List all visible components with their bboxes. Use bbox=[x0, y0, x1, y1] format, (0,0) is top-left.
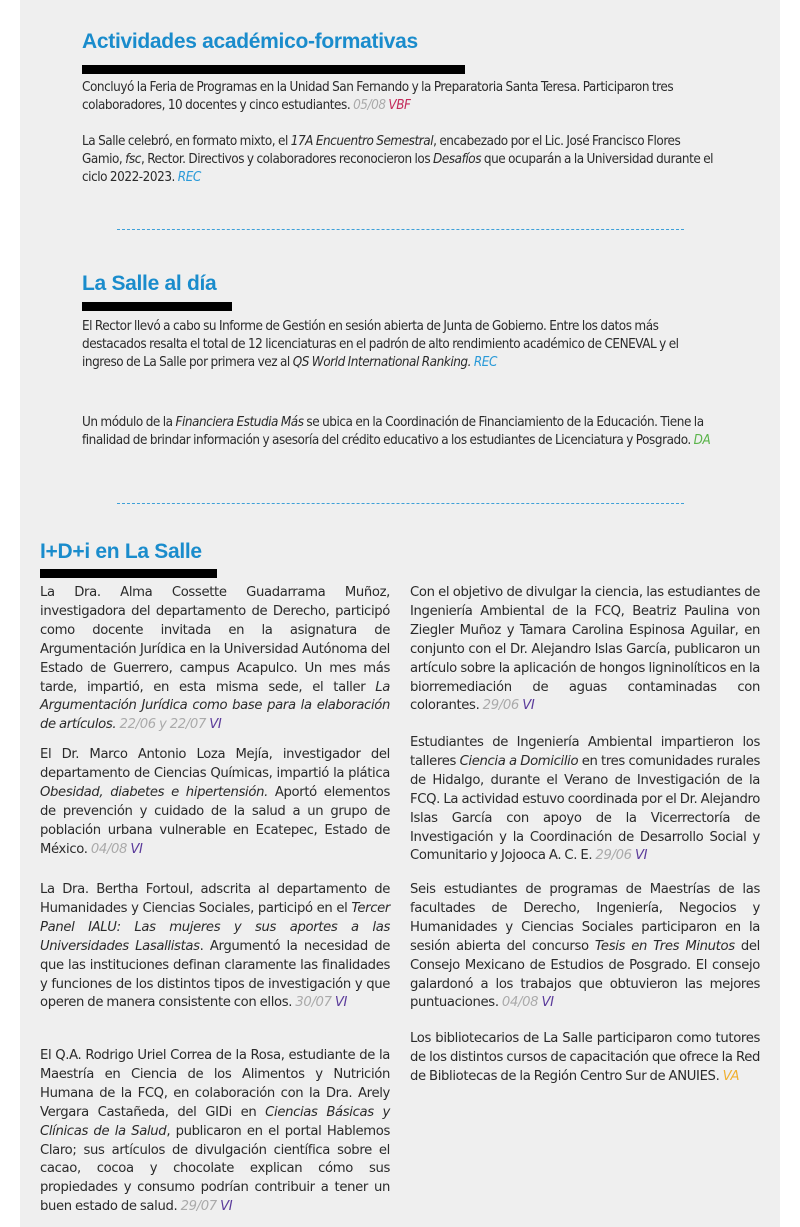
author-tag: VI bbox=[634, 848, 648, 864]
news-emphasis: Obesidad, diabetes e hipertensión. bbox=[40, 784, 268, 800]
news-item bbox=[410, 734, 760, 866]
author-tag: REC bbox=[473, 355, 497, 371]
news-emphasis: La Argumentación Jurídica como base para la elaboración de artículos. bbox=[40, 679, 390, 733]
news-text: . Argumentó la necesidad de que las instituciones definan claramente las finalidades y funciones de los distintos tipos de investigación y que operen de manera consistente con ellos. bbox=[40, 938, 390, 1011]
news-date: 29/06 bbox=[595, 848, 632, 864]
news-item bbox=[40, 746, 390, 859]
news-text: Un módulo de la bbox=[82, 415, 176, 430]
news-item bbox=[410, 584, 760, 716]
author-tag: REC bbox=[177, 170, 201, 186]
news-text: Los bibliotecarios de La Salle participaron como tutores de los distintos cursos de capacitación que ofrece la Red de Bibliotecas de la Región Centro Sur de ANUIES. bbox=[410, 1031, 760, 1084]
news-emphasis: Desafíos bbox=[433, 152, 482, 168]
news-date: 29/06 bbox=[482, 698, 519, 714]
author-tag: VI bbox=[522, 698, 535, 714]
news-item bbox=[410, 881, 760, 1013]
news-text: Con el objetivo de divulgar la ciencia, las estudiantes de Ingeniería Ambiental de la FCQ, Beatriz Paulina von Ziegler Muñoz y Tamara Carolina Espinosa Aguilar, en conjunto con el Dr. Alejandro Islas García, publicaron un artículo sobre la aplicación de hongos ligninolíticos en la biorremediación de aguas contaminadas con colorantes. bbox=[410, 585, 760, 714]
news-text: El Q.A. Rodrigo Uriel Correa de la Rosa, estudiante de la Maestría en Ciencia de los Alimentos y Nutrición Humana de la FCQ, en colaboración con la Dra. Arely Vergara Castañeda, del GIDi en bbox=[40, 1048, 390, 1120]
section-title-research: I+D+i en La Salle bbox=[40, 540, 202, 563]
author-tag: VI bbox=[209, 717, 222, 733]
news-emphasis: 17A Encuentro Semestral bbox=[290, 134, 434, 149]
news-item bbox=[82, 414, 722, 450]
news-text: en tres comunidades rurales de Hidalgo, durante el Verano de Investigación de la FCQ. La actividad estuvo coordinada por el Dr. Alejandro Islas García con apoyo de la Vicerrectoría de Investigación y la Coordinación de Desarrollo Social y Comunitario y Jojooca A. C. E. bbox=[410, 753, 760, 864]
news-text: La Dra. Bertha Fortoul, adscrita al departamento de Humanidades y Ciencias Sociales, participó en el bbox=[40, 882, 390, 916]
news-item bbox=[82, 133, 722, 188]
news-emphasis: Tesis en Tres Minutos bbox=[594, 938, 735, 954]
news-emphasis: fsc bbox=[125, 152, 141, 168]
news-text: , publicaron en el portal Hablemos Claro; sus artículos de divulgación científica sobre el cacao, cocoa y chocolate explican cómo sus propiedades y consumo podrían contribuir a tener un buen estado de salud. bbox=[40, 1123, 390, 1215]
section-title-academic: Actividades académico-formativas bbox=[82, 30, 418, 53]
news-date: 04/08 bbox=[90, 841, 128, 857]
section-divider bbox=[117, 503, 684, 504]
author-tag: VI bbox=[541, 995, 554, 1011]
news-text: El Rector llevó a cabo su Informe de Gestión en sesión abierta de Junta de Gobierno. Entre los datos más destacados resalta el total de 12 licenciaturas en el padrón de alto rendimiento académico de CENEVAL y el ingreso de La Salle por primera vez al bbox=[82, 319, 679, 371]
news-emphasis: QS World International Ranking. bbox=[292, 355, 471, 371]
news-text: Concluyó la Feria de Programas en la Unidad San Fernando y la Preparatoria Santa Teresa. Participaron tres colaboradores, 10 docentes y cinco estudiantes. bbox=[82, 80, 674, 114]
section-title-underline bbox=[82, 302, 232, 311]
news-text: Estudiantes de Ingeniería Ambiental impartieron los talleres bbox=[410, 735, 760, 769]
author-tag: VA bbox=[722, 1068, 740, 1084]
news-text: que ocuparán a la Universidad durante el ciclo 2022-2023. bbox=[82, 152, 714, 186]
news-date: 04/08 bbox=[501, 995, 539, 1011]
news-date: 30/07 bbox=[295, 995, 332, 1011]
news-text: Aportó elementos de prevención y cuidado de la salud a un grupo de población urbana vulnerable en Ecatepec, Estado de México. bbox=[40, 784, 390, 857]
news-item bbox=[82, 318, 722, 373]
news-text: se ubica en la Coordinación de Financiamiento de la Educación. Tiene la finalidad de brindar información y asesoría del crédito educativo a los estudiantes de Licenciatura y Posgrado. bbox=[82, 415, 704, 449]
news-text: El Dr. Marco Antonio Loza Mejía, investigador del departamento de Ciencias Químicas, impartió la plática bbox=[40, 747, 390, 781]
news-date: 22/06 y 22/07 bbox=[119, 717, 206, 733]
news-item bbox=[40, 584, 390, 735]
news-text: Seis estudiantes de programas de Maestrías de las facultades de Derecho, Ingeniería, Negocios y Humanidades y Ciencias Sociales participaron en la sesión abierta del concurso bbox=[410, 882, 760, 954]
section-divider bbox=[117, 229, 684, 230]
section-title-daily: La Salle al día bbox=[82, 272, 217, 295]
news-item bbox=[40, 881, 390, 1013]
news-text: La Salle celebró, en formato mixto, el bbox=[82, 134, 291, 149]
news-text: , Rector. Directivos y colaboradores reconocieron los bbox=[140, 152, 434, 168]
news-emphasis: Ciencias Básicas y Clínicas de la Salud bbox=[40, 1104, 390, 1139]
section-title-underline bbox=[82, 65, 465, 74]
news-item bbox=[410, 1030, 760, 1087]
news-text: , encabezado por el Lic. José Francisco Flores Gamio, bbox=[82, 134, 681, 168]
news-item bbox=[40, 1047, 390, 1217]
news-emphasis: Financiera Estudia Más bbox=[175, 415, 304, 430]
section-title-underline bbox=[40, 569, 217, 578]
author-tag: VI bbox=[130, 841, 143, 857]
author-tag: DA bbox=[693, 433, 711, 449]
news-date: 29/07 bbox=[180, 1199, 217, 1215]
news-text: La Dra. Alma Cossette Guadarrama Muñoz, investigadora del departamento de Derecho, participó como docente invitada en la asignatura de Argumentación Jurídica en la Universidad Autónoma del Estado de Guerrero, campus Acapulco. Un mes más tarde, impartió, en esta misma sede, el taller bbox=[40, 585, 390, 695]
news-item bbox=[82, 79, 722, 115]
news-emphasis: Tercer Panel IALU: Las mujeres y sus aportes a las Universidades Lasallistas bbox=[40, 900, 390, 954]
news-emphasis: Ciencia a Domicilio bbox=[459, 753, 579, 769]
author-tag: VI bbox=[334, 995, 348, 1011]
author-tag: VBF bbox=[388, 98, 411, 114]
news-text: del Consejo Mexicano de Estudios de Posgrado. El consejo galardonó a los trabajos que obtuvieron las mejores puntuaciones. bbox=[410, 938, 761, 1011]
news-date: 05/08 bbox=[353, 98, 386, 114]
author-tag: VI bbox=[220, 1199, 233, 1215]
